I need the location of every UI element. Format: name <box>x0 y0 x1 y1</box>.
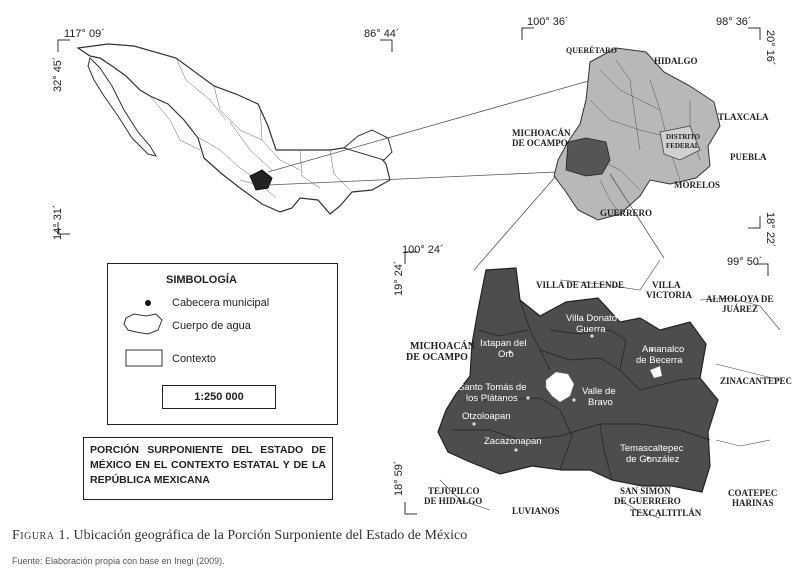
coord-86: 86° 44´ <box>364 28 400 40</box>
label-almoloya-b: JUÁREZ <box>722 304 759 314</box>
legend-item-contexto: Contexto <box>172 353 217 365</box>
label-villa-victoria-a: VILLA <box>652 280 681 290</box>
label-tejupilco-a: TEJUPILCO <box>428 486 480 496</box>
muni-villa-donato-b: Guerra <box>576 324 606 335</box>
mexico-outline <box>78 44 390 214</box>
label-michoacan-detail-b: DE OCAMPO <box>406 352 468 363</box>
figure-number: Figura 1. <box>12 528 70 543</box>
legend-symbols <box>108 294 168 404</box>
coord-100-36: 100° 36´ <box>527 16 569 28</box>
label-distrito-b: FEDERAL <box>666 142 700 150</box>
coord-32: 32° 45´ <box>52 56 64 92</box>
label-tlaxcala: TLAXCALA <box>718 112 769 122</box>
muni-temascaltepec-b: de González <box>626 454 680 465</box>
coord-100-24: 100° 24´ <box>402 244 444 256</box>
label-puebla: PUEBLA <box>730 152 767 162</box>
muni-temascaltepec-a: Temascaltepec <box>620 443 684 454</box>
coord-20-16: 20° 16´ <box>764 30 776 66</box>
muni-valle-a: Valle de <box>582 386 616 397</box>
label-san-simon-b: DE GUERRERO <box>614 496 681 506</box>
muni-santo-tomas-a: Santo Tomás de <box>458 382 527 393</box>
figure-caption-text: Ubicación geográfica de la Porción Surponiente del Estado de México <box>69 528 468 543</box>
coord-117: 117° 09´ <box>64 28 105 40</box>
coord-18-59: 18° 59´ <box>393 460 405 496</box>
label-luvianos: LUVIANOS <box>512 506 560 516</box>
label-hidalgo: HIDALGO <box>654 56 698 66</box>
label-almoloya-a: ALMOLOYA DE <box>706 294 774 304</box>
muni-zacazonapan: Zacazonapan <box>484 436 542 447</box>
muni-ixtapan-a: Ixtapan del <box>480 338 527 349</box>
label-queretaro: QUERÉTARO <box>566 46 617 55</box>
cabecera-dot-icon <box>145 300 151 306</box>
figure-caption <box>12 528 467 544</box>
muni-otzoloapan: Otzoloapan <box>462 411 511 422</box>
source-note: Fuente: Elaboración propia con base en Inegi (2009). <box>12 556 225 566</box>
coord-19-24: 19° 24´ <box>393 260 405 296</box>
coord-18-22: 18° 22´ <box>764 212 776 248</box>
context-icon <box>126 350 162 366</box>
coord-14: 14° 31´ <box>52 204 64 240</box>
muni-santo-tomas-b: los Plátanos <box>466 393 518 404</box>
label-guerrero: GUERRERO <box>600 208 653 218</box>
label-villa-victoria-b: VICTORIA <box>646 290 692 300</box>
label-san-simon-a: SAN SIMÓN <box>620 486 671 496</box>
muni-amanalco-b: de Becerra <box>636 355 683 366</box>
label-morelos: MORELOS <box>674 180 721 190</box>
portion-title-box: PORCIÓN SURPONIENTE DEL ESTADO DE MÉXICO EN EL CONTEXTO ESTATAL Y DE LA REPÚBLICA MEXICANA <box>83 437 333 500</box>
legend-item-agua: Cuerpo de agua <box>172 320 251 332</box>
coord-99-50: 99° 50´ <box>727 256 763 268</box>
label-zinacantepec: ZINACANTEPEC <box>720 376 793 386</box>
muni-amanalco-a: Amanalco <box>642 344 685 355</box>
legend-box <box>107 263 338 425</box>
muni-villa-donato-a: Villa Donato <box>566 313 618 324</box>
coord-98-36: 98° 36´ <box>716 16 752 28</box>
label-michoacan-b: DE OCAMPO <box>512 138 568 148</box>
label-coatepec-a: COATEPEC <box>728 488 778 498</box>
legend-item-cabecera: Cabecera municipal <box>172 297 270 309</box>
label-tejupilco-b: DE HIDALGO <box>424 496 483 506</box>
porcion-surponiente-small <box>566 138 610 176</box>
label-michoacan-a: MICHOACÁN <box>512 128 571 138</box>
legend-title: SIMBOLOGÍA <box>166 274 237 286</box>
label-michoacan-detail-a: MICHOACÁN <box>410 341 475 352</box>
label-villa-allende: VILLA DE ALLENDE <box>536 280 625 290</box>
label-texcaltitlan: TEXCALTITLÁN <box>630 508 702 518</box>
water-body-icon <box>124 314 162 334</box>
muni-ixtapan-b: Oro <box>498 349 514 360</box>
label-distrito-a: DISTRITO <box>666 133 701 141</box>
muni-valle-b: Bravo <box>588 397 613 408</box>
scale-box: 1:250 000 <box>162 385 276 409</box>
label-coatepec-b: HARINAS <box>732 498 774 508</box>
